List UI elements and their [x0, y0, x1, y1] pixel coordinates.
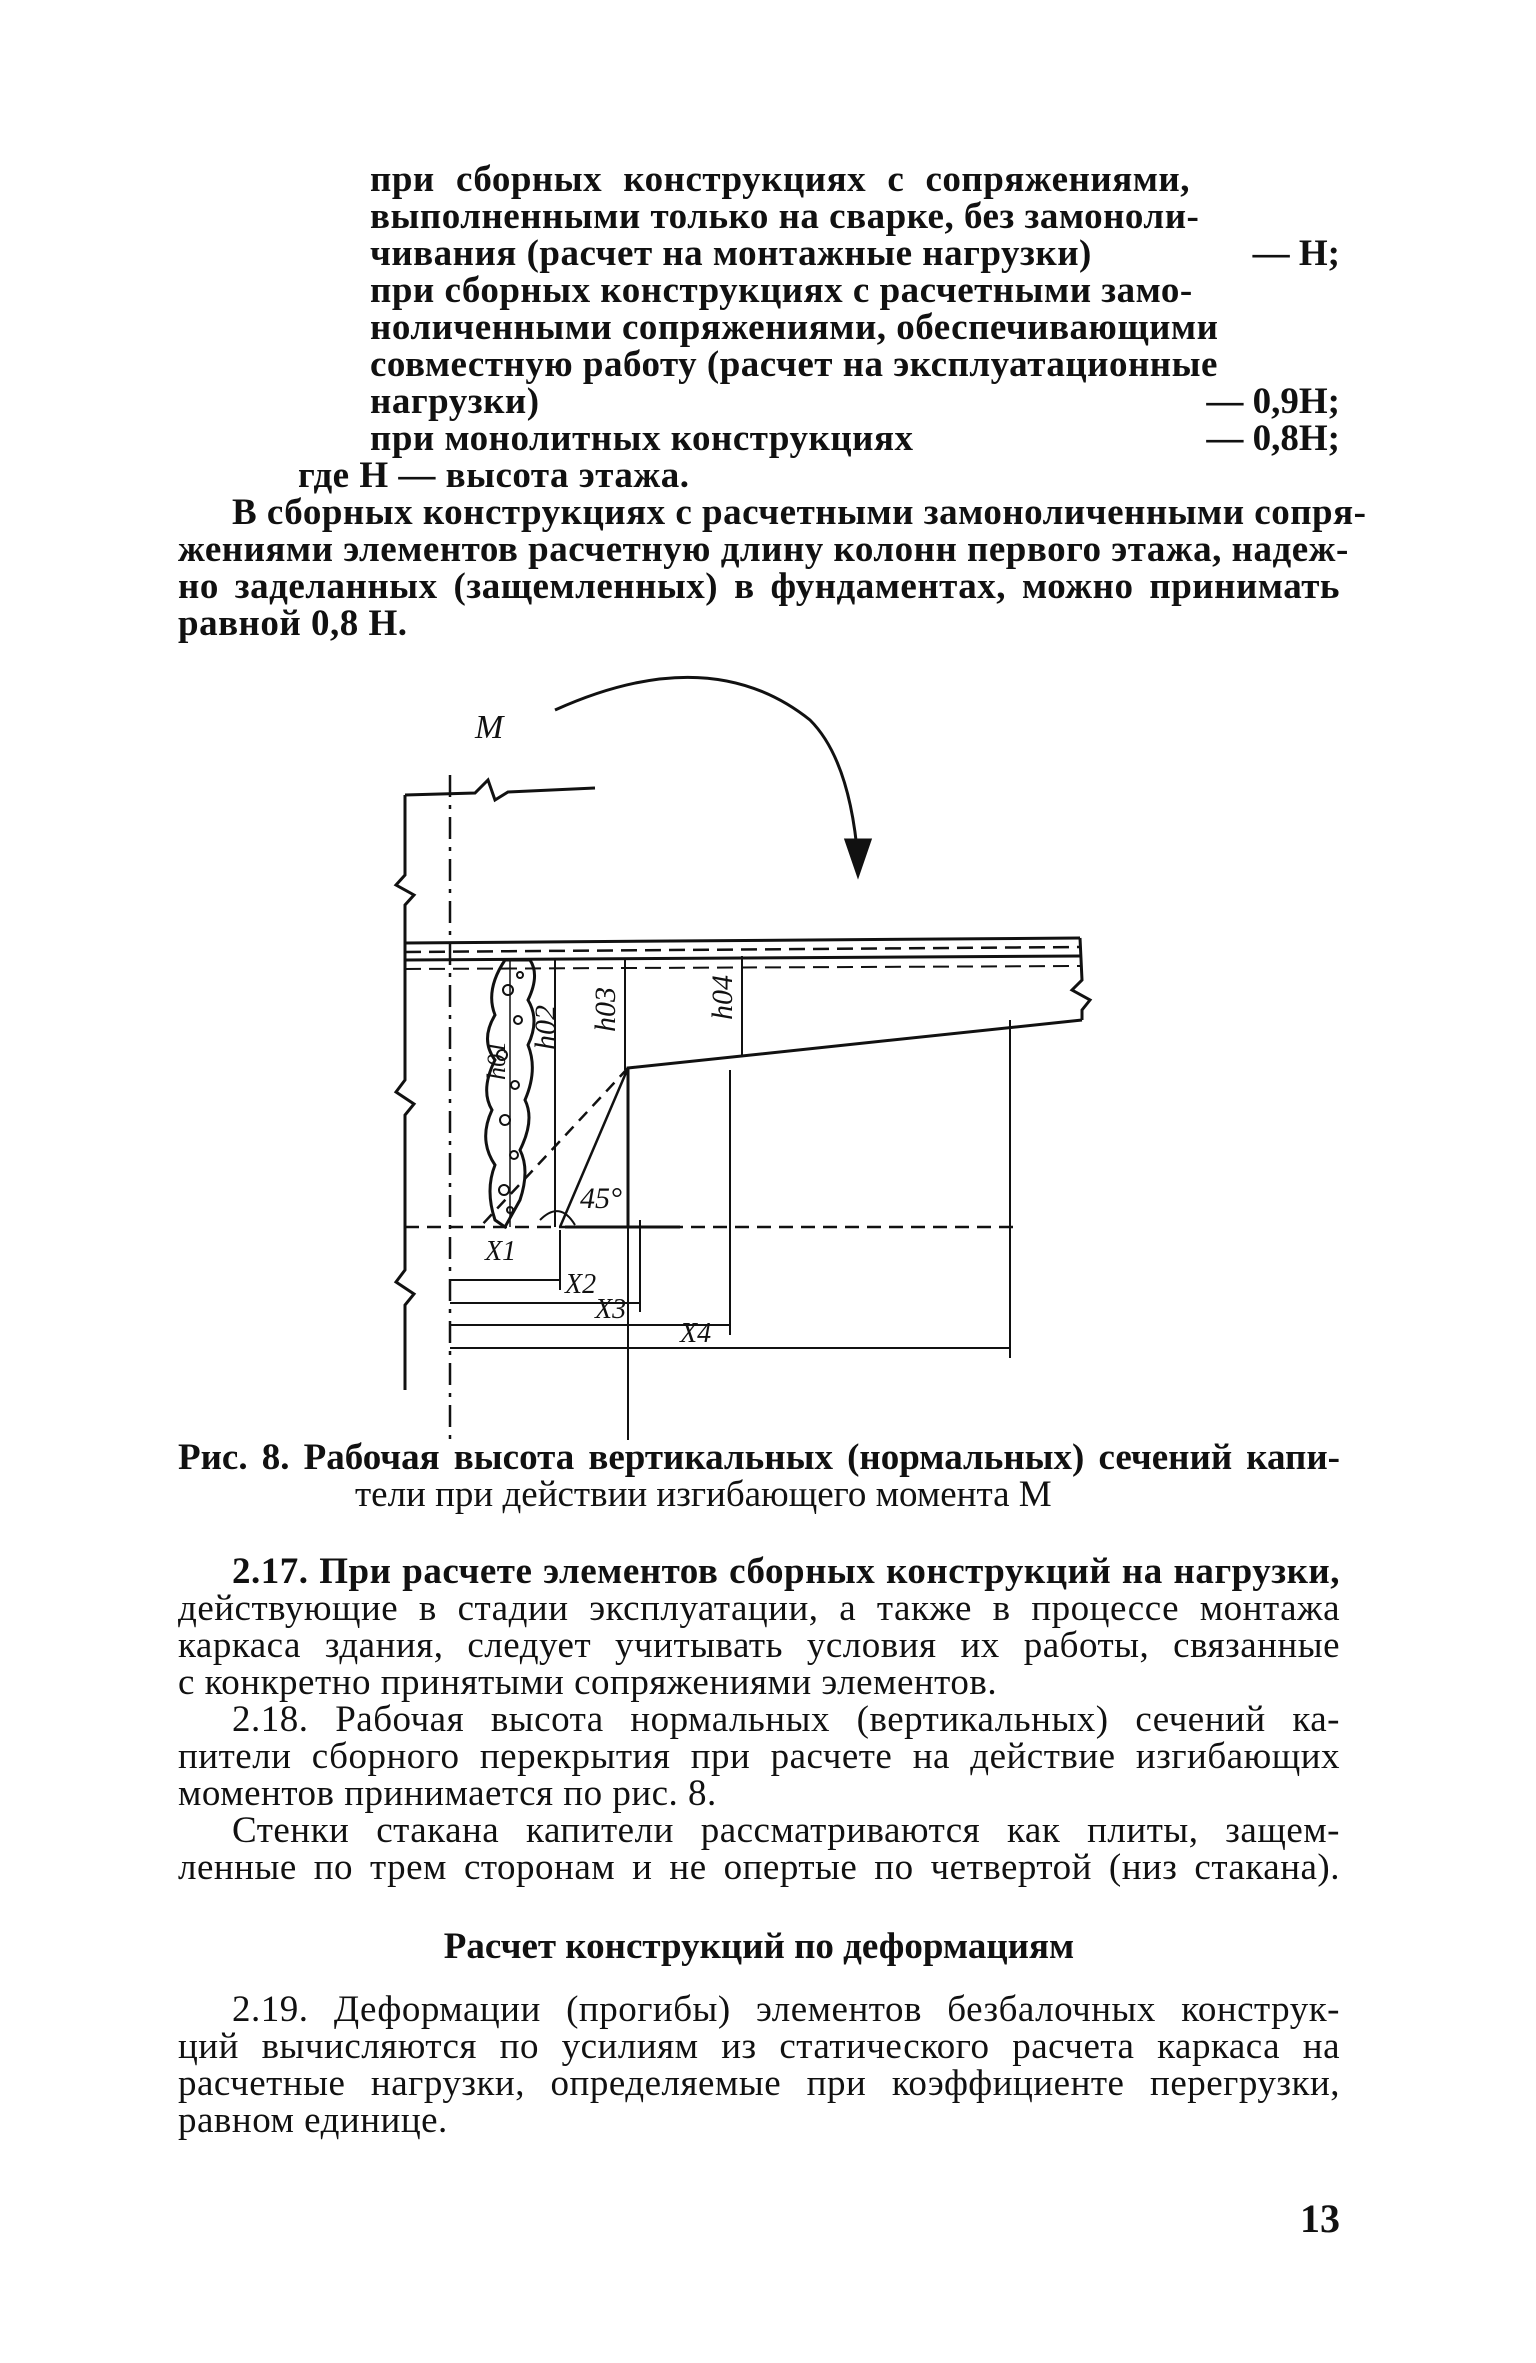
para1-line2: жениями элементов расчетную длину колонн первого этажа, надеж- [178, 529, 1349, 570]
para219-line2: ций вычисляются по усилиям из статического расчета каркаса на [178, 2026, 1340, 2067]
moment-arc [555, 677, 858, 860]
label-x4: X4 [680, 1318, 712, 1349]
figure-capital-section [380, 660, 1140, 1450]
label-x1: X1 [485, 1236, 517, 1267]
figure-caption-line2: тели при действии изгибающего момента M [355, 1474, 1052, 1515]
list-item2-line3: совместную работу (расчет на эксплуатационные [370, 344, 1218, 385]
para217-line4: с конкретно принятыми сопряжениями элементов. [178, 1662, 998, 1703]
label-h02: h02 [529, 1005, 562, 1050]
list-item2-value: — 0,9H; [1206, 381, 1340, 422]
capital-profile [628, 1020, 1082, 1227]
para217-line3: каркаса здания, следует учитывать условия их работы, связанные [178, 1625, 1340, 1666]
para218-line1: 2.18. Рабочая высота нормальных (вертикальных) сечений ка- [232, 1699, 1340, 1740]
slab-top-line1 [405, 938, 1080, 943]
column-left-edge [396, 795, 414, 1390]
para-walls-line2: ленные по трем сторонам и не опертые по четвертой (низ стакана). [178, 1847, 1340, 1888]
slab-top-line2 [405, 947, 1080, 952]
list-item3-value: — 0,8H; [1206, 418, 1340, 459]
list-item1-line1: при сборных конструкциях с сопряжениями, [370, 159, 1190, 200]
label-x2: X2 [565, 1269, 597, 1300]
para219-line4: равном единице. [178, 2100, 448, 2141]
para1-line3: но заделанных (защемленных) в фундаментах, можно принимать [178, 566, 1340, 607]
section-heading: Расчет конструкций по деформациям [443, 1926, 1075, 1967]
para219-line3: расчетные нагрузки, определяемые при коэффициенте перегрузки, [178, 2063, 1340, 2104]
label-x3: X3 [595, 1294, 627, 1325]
list-item2-line1: при сборных конструкциях с расчетными замо- [370, 270, 1193, 311]
label-h01: h01 [482, 1041, 511, 1080]
para1-line4: равной 0,8 H. [178, 603, 408, 644]
list-item2-line4: нагрузки) [370, 381, 540, 422]
para218-line3: моментов принимается по рис. 8. [178, 1773, 717, 1814]
para219-line1: 2.19. Деформации (прогибы) элементов безбалочных конструк- [232, 1989, 1340, 2030]
list-item1-line3: чивания (расчет на монтажные нагрузки) [370, 233, 1092, 274]
list-item1-value: — H; [1252, 233, 1340, 274]
para-walls-line1: Стенки стакана капители рассматриваются как плиты, защем- [232, 1810, 1340, 1851]
angle-arc [540, 1211, 575, 1225]
figure-caption-line1: Рис. 8. Рабочая высота вертикальных (нормальных) сечений капи- [178, 1437, 1340, 1478]
label-angle: 45° [580, 1182, 622, 1215]
label-h03: h03 [589, 987, 622, 1032]
para218-line2: пители сборного перекрытия при расчете на действие изгибающих [178, 1736, 1340, 1777]
list-item3-line: при монолитных конструкциях [370, 418, 914, 459]
para217-line2: действующие в стадии эксплуатации, а также в процессе монтажа [178, 1588, 1340, 1629]
list-item2-line2: ноличенными сопряжениями, обеспечивающими [370, 307, 1219, 348]
label-h04: h04 [706, 975, 739, 1020]
slab-right-break [1072, 938, 1090, 1020]
label-M: M [475, 709, 504, 746]
where-line: где H — высота этажа. [298, 455, 690, 496]
moment-arrowhead [846, 840, 870, 875]
page-number: 13 [1300, 2196, 1340, 2241]
para217-line1: 2.17. При расчете элементов сборных конструкций на нагрузки, [232, 1551, 1340, 1592]
column-top-break [405, 780, 595, 800]
para1-line1: В сборных конструкциях с расчетными замоноличенными сопря- [232, 492, 1367, 533]
list-item1-line2: выполненными только на сварке, без замоноли- [370, 196, 1200, 237]
